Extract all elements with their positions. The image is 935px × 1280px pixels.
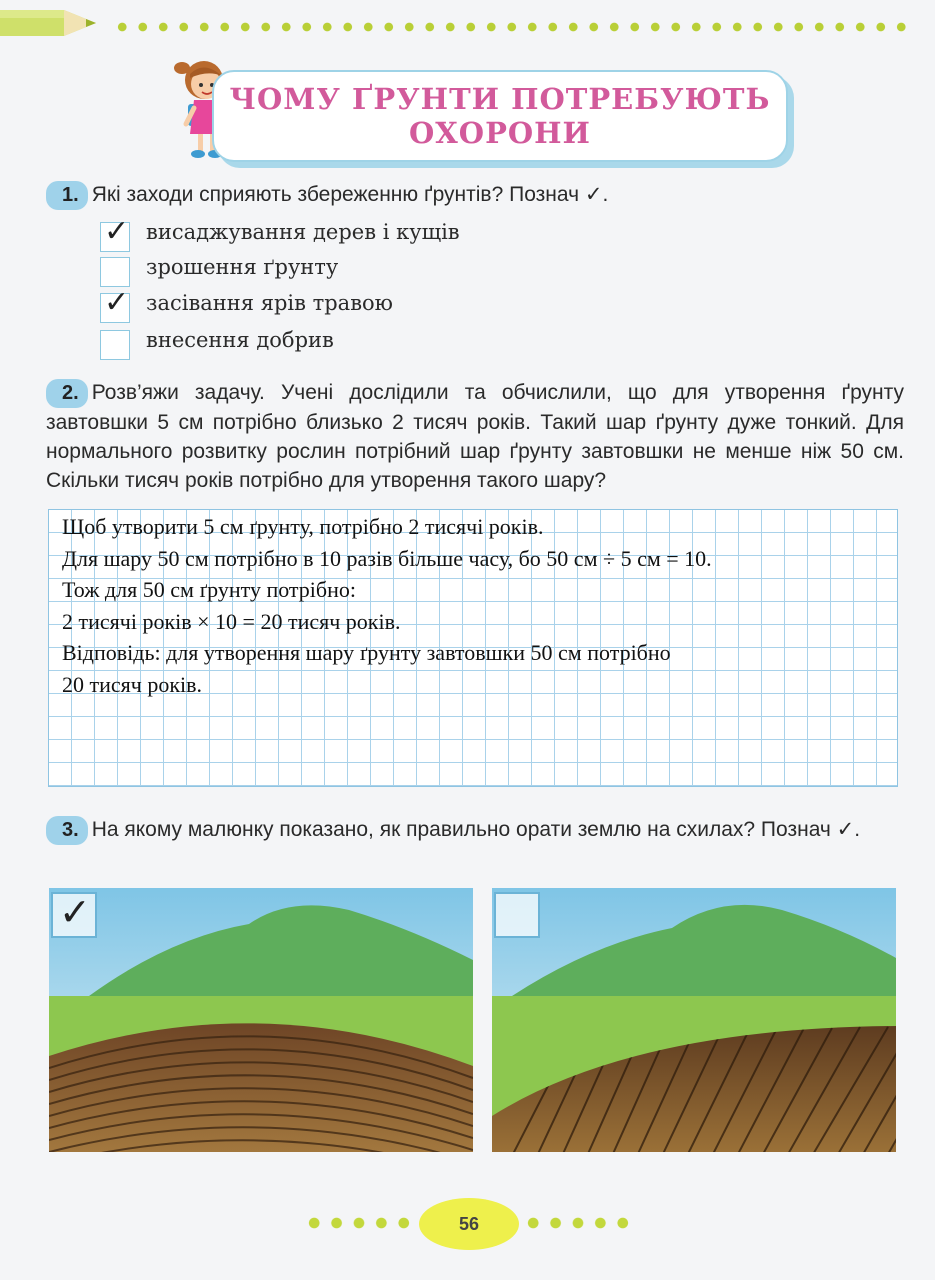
checkmark-icon: ✓ <box>59 890 91 934</box>
option-label: засівання ярів травою <box>146 291 393 315</box>
answer-line: Тож для 50 см ґрунту потрібно: <box>62 577 357 602</box>
decorative-dots-footer-left <box>303 1216 415 1230</box>
task-3-number: 3. <box>46 816 88 845</box>
picture-plowing-down-slope <box>492 888 916 1156</box>
task-2-question <box>46 378 904 495</box>
task-1-question <box>46 180 906 210</box>
picture-plowing-across-slope <box>49 888 473 1156</box>
answer-line: Щоб утворити 5 см ґрунту, потрібно 2 тисячі років. <box>62 514 544 539</box>
option-label: висаджування дерев і кущів <box>146 220 460 244</box>
answer-line: 20 тисяч років. <box>62 671 203 697</box>
page-title-line-2: ОХОРОНИ <box>409 116 591 150</box>
task-2-answer <box>62 511 892 700</box>
page-title <box>214 82 786 150</box>
title-banner <box>212 70 788 162</box>
page-title-line-1: ЧОМУ ҐРУНТИ ПОТРЕБУЮТЬ <box>229 82 771 116</box>
answer-line: Відповідь: для утворення шару ґрунту завтовшки 50 см потрібно <box>62 640 671 665</box>
task-1-text: Які заходи сприяють збереженню ґрунтів? Познач ✓. <box>91 183 609 206</box>
page-number: 56 <box>419 1198 519 1250</box>
picture-2-checkbox[interactable] <box>494 892 540 938</box>
checkbox[interactable] <box>100 330 130 360</box>
answer-line: Для шару 50 см потрібно в 10 разів більше часу, бо 50 см ÷ 5 см = 10. <box>62 545 712 571</box>
checkmark-icon: ✓ <box>104 285 130 320</box>
picture-1-checkbox[interactable] <box>51 892 97 938</box>
answer-line: 2 тисячі років × 10 = 20 тисяч років. <box>62 608 401 634</box>
task-3-question <box>46 815 904 845</box>
decorative-dots-top <box>112 20 912 34</box>
checkmark-icon: ✓ <box>104 214 130 249</box>
landscape-illustration <box>492 888 896 1156</box>
task-3-text: На якому малюнку показано, як правильно орати землю на схилах? Познач ✓. <box>91 818 861 841</box>
landscape-illustration <box>49 888 473 1156</box>
task-1-number: 1. <box>46 181 88 210</box>
pencil-icon <box>0 6 100 40</box>
checkbox[interactable] <box>100 257 130 287</box>
option-label: внесення добрив <box>146 328 334 352</box>
task-2-number: 2. <box>46 379 88 408</box>
option-label: зрошення ґрунту <box>146 255 339 279</box>
task-2-text: Розв’яжи задачу. Учені дослідили та обчислили, що для утворення ґрунту завтовшки 5 см потрібно близько 2 тисяч років. Такий шар ґрунту дуже тонкий. Для нормального розвитку рослин потрібний шар ґрунту завтовшки не менше ніж 50 см. Скільки тисяч років потрібно для утворення такого шару? <box>46 381 904 492</box>
decorative-dots-footer-right <box>522 1216 634 1230</box>
